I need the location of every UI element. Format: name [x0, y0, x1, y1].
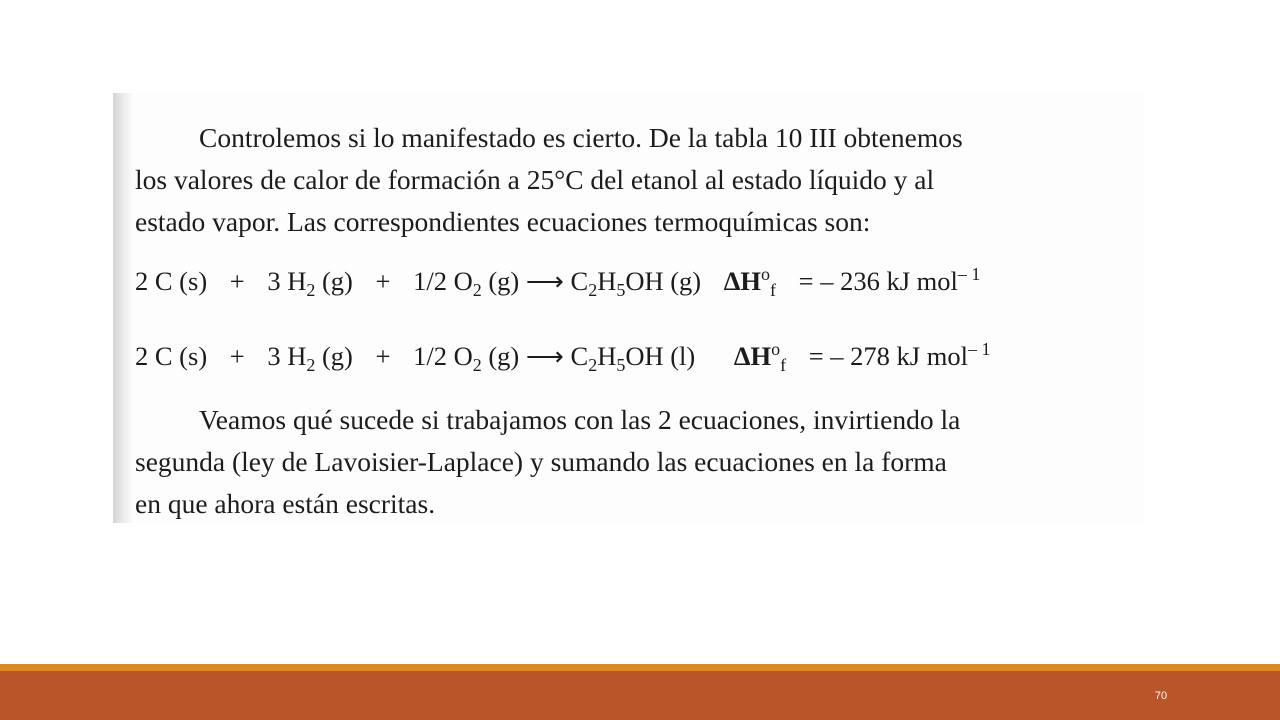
paragraph-line: segunda (ley de Lavoisier-Laplace) y sumando las ecuaciones en la forma	[135, 446, 947, 477]
reactant-carbon: 2 C (s)	[135, 266, 208, 296]
enthalpy-symbol: $\Delta H^o_f$	[733, 339, 787, 375]
footer-accent-line	[0, 664, 1280, 671]
reactant-hydrogen: 3 $H_2$ (g)	[267, 341, 353, 375]
reactant-hydrogen: 3 $H_2$ (g)	[267, 266, 353, 300]
plus-sign: +	[375, 341, 391, 371]
plus-sign: +	[375, 266, 391, 296]
paragraph-conclusion	[135, 399, 960, 525]
reaction-arrow: ⟶	[525, 266, 564, 296]
enthalpy-value: = – 278 kJ mol$^{- 1}$	[808, 339, 991, 371]
page-number: 70	[1154, 690, 1168, 702]
plus-sign: +	[229, 266, 245, 296]
footer-bar	[0, 671, 1280, 720]
scanned-text-image	[113, 93, 1143, 523]
product-ethanol: $C_2H_5OH$ (g)	[570, 266, 702, 300]
product-ethanol: $C_2H_5OH$ (l)	[570, 341, 696, 375]
plus-sign: +	[229, 341, 245, 371]
paragraph-line: estado vapor. Las correspondientes ecuaciones termoquímicas son:	[135, 206, 871, 237]
paragraph-line: Veamos qué sucede si trabajamos con las 2 ecuaciones, invirtiendo la	[199, 404, 961, 435]
thermochemical-equation-vapor	[135, 261, 980, 301]
paragraph-line: en que ahora están escritas.	[135, 488, 436, 519]
reactant-carbon: 2 C (s)	[135, 341, 208, 371]
paragraph-intro	[135, 117, 963, 243]
reactant-oxygen: 1/2 $O_2$ (g)	[413, 266, 520, 300]
thermochemical-equation-liquid	[135, 336, 990, 376]
paragraph-line: Controlemos si lo manifestado es cierto. De la tabla 10 III obtenemos	[199, 122, 963, 153]
enthalpy-symbol: $\Delta H^o_f$	[723, 264, 776, 300]
enthalpy-value: = – 236 kJ mol$^{- 1}$	[798, 264, 981, 296]
reaction-arrow: ⟶	[525, 341, 564, 371]
scan-shadow-edge	[113, 93, 133, 523]
paragraph-line: los valores de calor de formación a 25°C del etanol al estado líquido y al	[135, 164, 935, 195]
reactant-oxygen: 1/2 $O_2$ (g)	[413, 341, 520, 375]
